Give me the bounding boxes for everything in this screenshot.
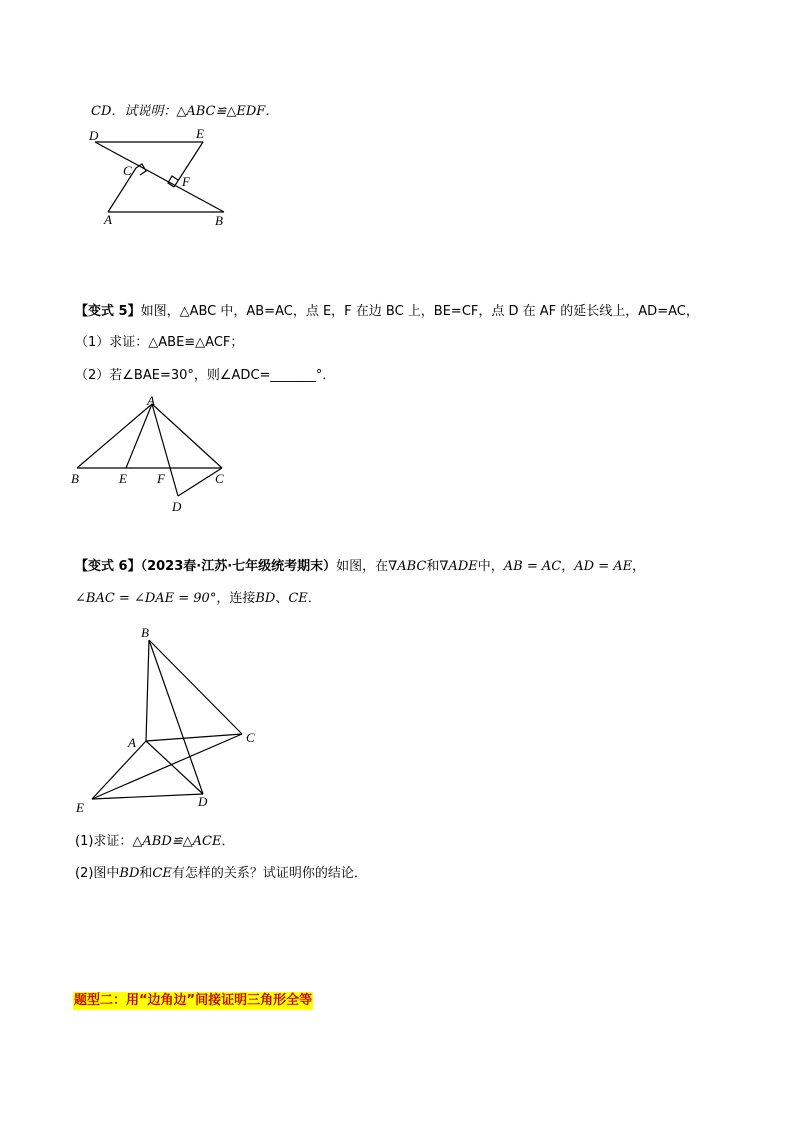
v6-q2-label: (2)图中 <box>75 866 120 881</box>
fig1-label-b: B <box>215 213 223 228</box>
variant5-q1: （1）求证：△ABE≌△ACF； <box>75 335 244 350</box>
v6-q1-label: (1)求证： <box>75 834 133 849</box>
v6-ce: CE <box>288 591 308 606</box>
v6-angle-eq: ∠BAC = ∠DAE = 90° <box>75 591 217 606</box>
fig2-label-e: E <box>119 471 127 486</box>
v6-text-e: ， <box>632 559 646 574</box>
cd-text: CD．试说明： <box>91 104 177 119</box>
v6-bd: BD <box>255 591 276 606</box>
fig3-label-c: C <box>246 730 255 745</box>
v6-text-a: 如图，在 <box>336 559 389 574</box>
fig2-label-b: B <box>71 471 79 486</box>
v6-q2-and: 和 <box>139 866 153 881</box>
v6-math-ade: ∇ADE <box>439 559 478 574</box>
v6-end: ． <box>307 591 321 606</box>
fig2-label-d: D <box>172 499 182 514</box>
section-heading: 题型二：用“边角边”间接证明三角形全等 <box>74 993 313 1008</box>
v6-q1-end: ． <box>221 834 235 849</box>
v6-text-c: 中， <box>477 559 504 574</box>
variant5-statement: 如图，△ABC 中，AB=AC，点 E，F 在边 BC 上，BE=CF，点 D 在 AF 的延长线上，AD=AC， <box>140 304 699 319</box>
variant6-source: （2023春·江苏·七年级统考期末） <box>140 559 337 574</box>
fig1-label-c: C <box>123 163 132 178</box>
fig2-label-f: F <box>157 471 165 486</box>
v6-q1-math: △ABD≌△ACE <box>132 834 222 849</box>
fig2-label-c: C <box>215 471 224 486</box>
v6-q2-ce: CE <box>152 866 172 881</box>
fig3-label-a: A <box>128 735 136 750</box>
variant6-q1 <box>75 833 235 851</box>
fig3-label-e: E <box>76 800 84 815</box>
variant5-q2: （2）若∠BAE=30°，则∠ADC=_______°． <box>75 368 336 383</box>
v6-text-d: ， <box>561 559 575 574</box>
variant6-tag: 【变式 6】 <box>75 559 141 574</box>
variant6-q2 <box>75 865 367 883</box>
v6-sep: 、 <box>275 591 289 606</box>
congruence-statement: △ABC≌△EDF． <box>176 104 279 119</box>
fig1-label-f: F <box>182 174 190 189</box>
fig1-label-a: A <box>104 212 112 227</box>
fig3-label-d: D <box>198 794 208 809</box>
v6-connect-text: ，连接 <box>216 591 256 606</box>
v6-math-abc: ∇ABC <box>388 559 427 574</box>
v6-q2-bd: BD <box>119 866 140 881</box>
fig1-label-d: D <box>89 128 99 143</box>
v6-math-ad-ae: AD = AE <box>574 559 633 574</box>
fig3-label-b: B <box>141 625 149 640</box>
fig1-label-e: E <box>196 126 204 141</box>
v6-q2-rest: 有怎样的关系？试证明你的结论． <box>171 866 367 881</box>
v6-math-ab-ac: AB = AC <box>503 559 562 574</box>
v6-text-b: 和 <box>426 559 440 574</box>
variant5-tag: 【变式 5】 <box>75 304 141 319</box>
fig2-label-a: A <box>147 393 155 408</box>
